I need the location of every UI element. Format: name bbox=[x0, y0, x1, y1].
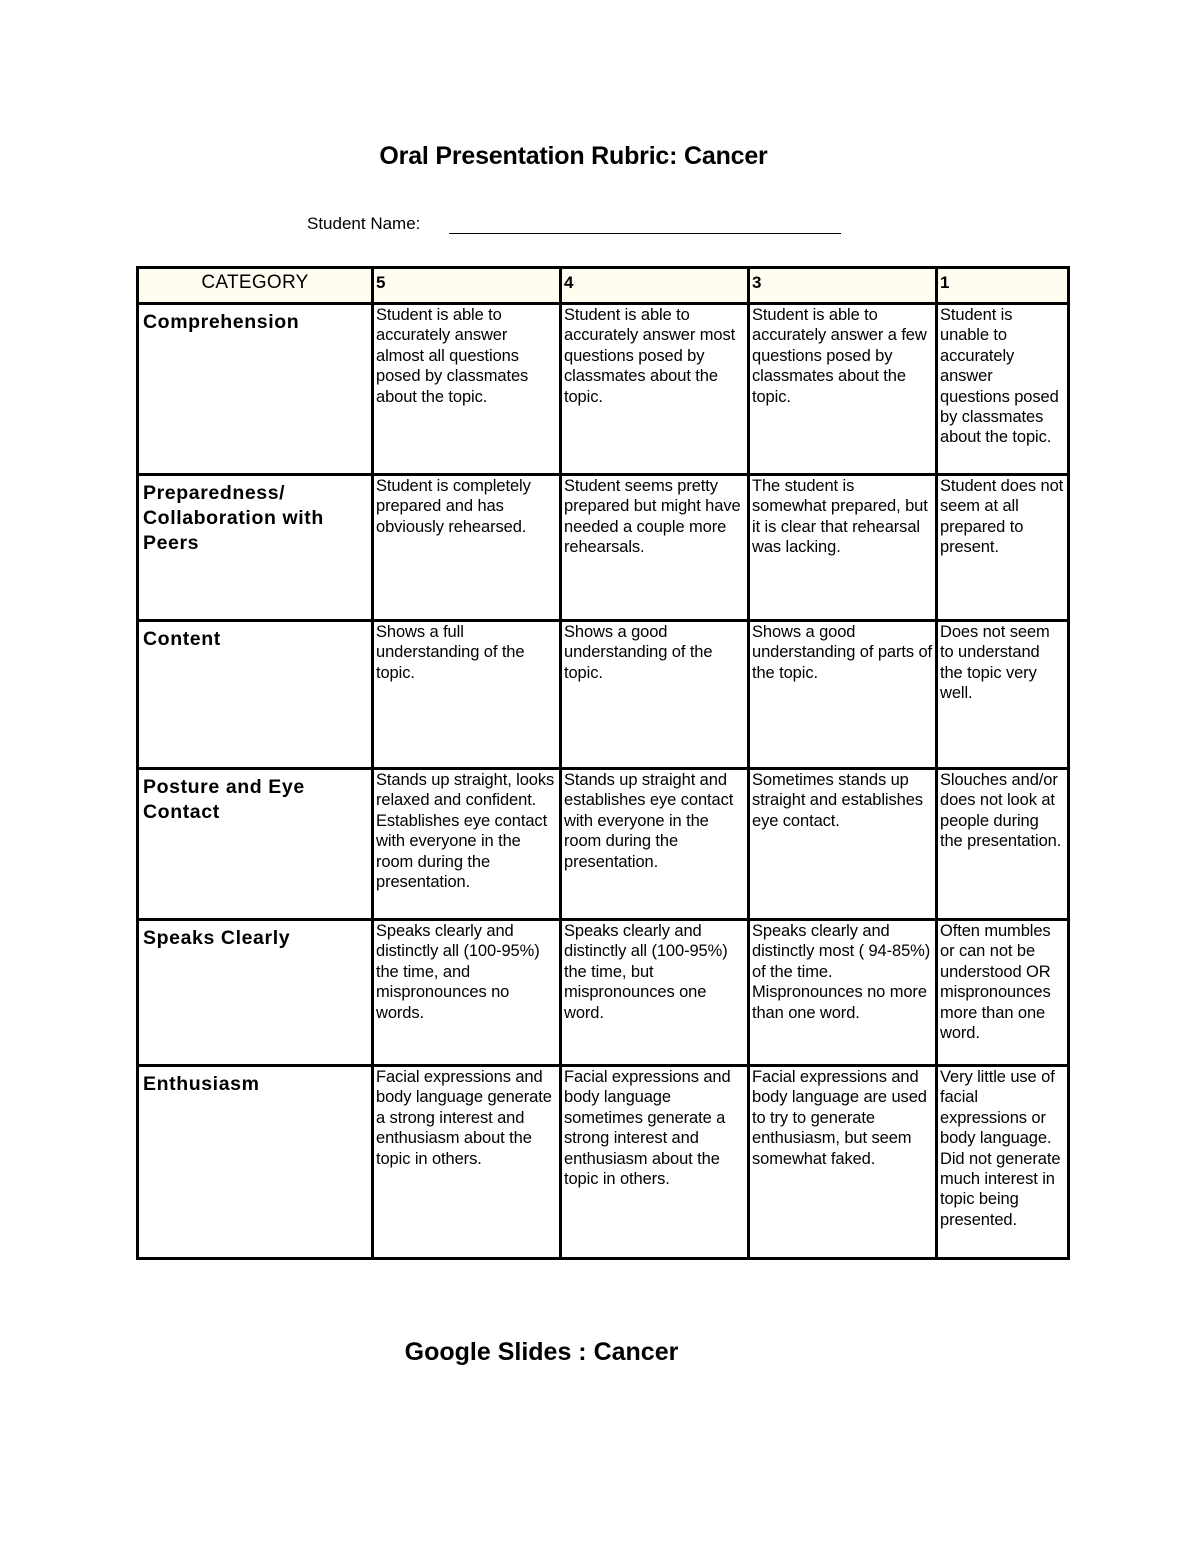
score-3-description: Student is able to accurately answer a few questions posed by classmates about the topic. bbox=[749, 304, 937, 475]
score-1-description: Very little use of facial expressions or body language. Did not generate much interest in topic being presented. bbox=[937, 1066, 1069, 1259]
rubric-row-content bbox=[138, 621, 1069, 769]
rubric-row-enthusiasm bbox=[138, 1066, 1069, 1259]
score-5-description: Speaks clearly and distinctly all (100-95%) the time, and mispronounces no words. bbox=[373, 920, 561, 1066]
row-category: Posture and Eye Contact bbox=[138, 769, 373, 920]
row-category: Enthusiasm bbox=[138, 1066, 373, 1259]
row-category: Comprehension bbox=[138, 304, 373, 475]
score-1-description: Student is unable to accurately answer questions posed by classmates about the topic. bbox=[937, 304, 1069, 475]
score-5-description: Stands up straight, looks relaxed and confident. Establishes eye contact with everyone in the room during the presentation. bbox=[373, 769, 561, 920]
rubric-table bbox=[136, 266, 1070, 1260]
rubric-row-comprehension bbox=[138, 304, 1069, 475]
score-3-description: Sometimes stands up straight and establishes eye contact. bbox=[749, 769, 937, 920]
score-1-description: Often mumbles or can not be understood OR mispronounces more than one word. bbox=[937, 920, 1069, 1066]
score-5-description: Facial expressions and body language generate a strong interest and enthusiasm about the topic in others. bbox=[373, 1066, 561, 1259]
score-3-description: Facial expressions and body language are used to try to generate enthusiasm, but seem somewhat faked. bbox=[749, 1066, 937, 1259]
row-category: Content bbox=[138, 621, 373, 769]
row-category: Preparedness/ Collaboration with Peers bbox=[138, 475, 373, 621]
score-4-description: Student is able to accurately answer most questions posed by classmates about the topic. bbox=[561, 304, 749, 475]
score-1-description: Does not seem to understand the topic very well. bbox=[937, 621, 1069, 769]
score-4-description: Speaks clearly and distinctly all (100-95%) the time, but mispronounces one word. bbox=[561, 920, 749, 1066]
student-name-label: Student Name: bbox=[307, 214, 421, 233]
score-3-description: Speaks clearly and distinctly most ( 94-85%) of the time. Mispronounces no more than one word. bbox=[749, 920, 937, 1066]
score-5-description: Student is able to accurately answer almost all questions posed by classmates about the topic. bbox=[373, 304, 561, 475]
rubric-row-posture bbox=[138, 769, 1069, 920]
score-5-description: Student is completely prepared and has obviously rehearsed. bbox=[373, 475, 561, 621]
score-4-description: Student seems pretty prepared but might have needed a couple more rehearsals. bbox=[561, 475, 749, 621]
score-1-description: Student does not seem at all prepared to present. bbox=[937, 475, 1069, 621]
header-category: CATEGORY bbox=[138, 268, 373, 304]
student-name-blank-line bbox=[449, 233, 841, 234]
score-3-description: Shows a good understanding of parts of the topic. bbox=[749, 621, 937, 769]
header-score-1: 1 bbox=[937, 268, 1069, 304]
row-category: Speaks Clearly bbox=[138, 920, 373, 1066]
score-3-description: The student is somewhat prepared, but it is clear that rehearsal was lacking. bbox=[749, 475, 937, 621]
rubric-row-preparedness bbox=[138, 475, 1069, 621]
score-1-description: Slouches and/or does not look at people during the presentation. bbox=[937, 769, 1069, 920]
score-4-description: Facial expressions and body language sometimes generate a strong interest and enthusiasm about the topic in others. bbox=[561, 1066, 749, 1259]
header-score-5: 5 bbox=[373, 268, 561, 304]
score-4-description: Stands up straight and establishes eye contact with everyone in the room during the presentation. bbox=[561, 769, 749, 920]
score-5-description: Shows a full understanding of the topic. bbox=[373, 621, 561, 769]
rubric-header-row bbox=[138, 268, 1069, 304]
header-score-4: 4 bbox=[561, 268, 749, 304]
rubric-row-speaks-clearly bbox=[138, 920, 1069, 1066]
header-score-3: 3 bbox=[749, 268, 937, 304]
score-4-description: Shows a good understanding of the topic. bbox=[561, 621, 749, 769]
page-title: Oral Presentation Rubric: Cancer bbox=[379, 142, 768, 170]
google-slides-title: Google Slides : Cancer bbox=[404, 1338, 679, 1366]
